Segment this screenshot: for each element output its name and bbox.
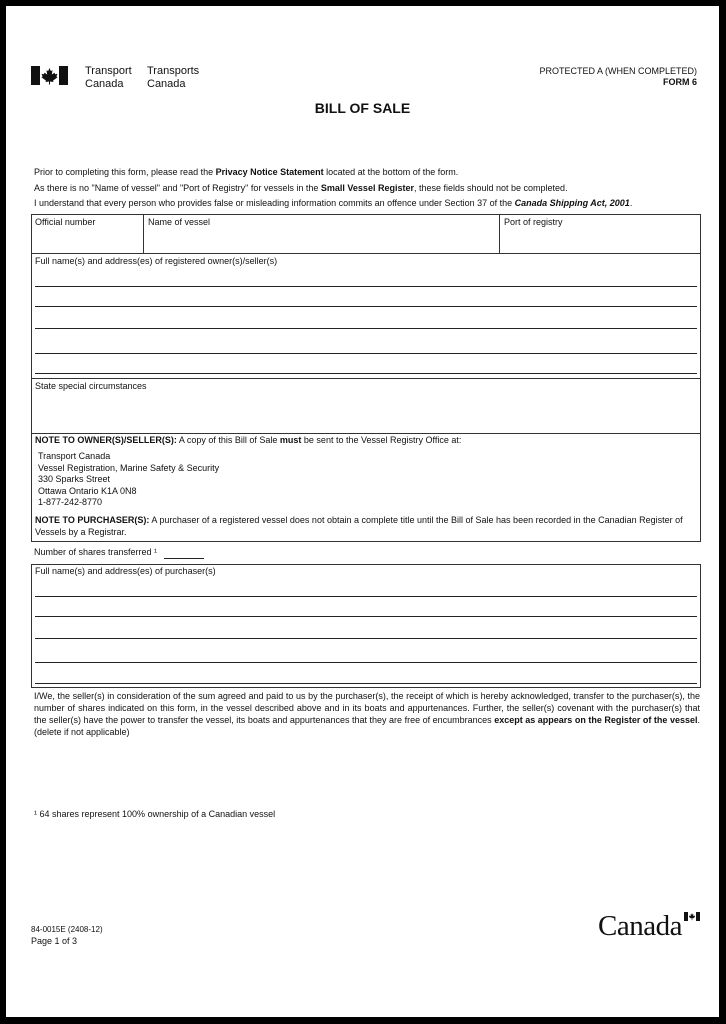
form-number: FORM 6 (662, 77, 697, 87)
department-name-en: Transport Canada (85, 65, 132, 90)
intro-line-3: I understand that every person who provides false or misleading information commits an offence under Section 37 of the Canada Shipping Act, 2001. (34, 198, 633, 208)
port-of-registry-label: Port of registry (504, 217, 563, 227)
special-circumstances-field[interactable] (33, 393, 699, 431)
owners-field[interactable] (33, 268, 699, 376)
intro-line-1: Prior to completing this form, please read the Privacy Notice Statement located at the bottom of the form. (34, 167, 459, 177)
shares-footnote: ¹ 64 shares represent 100% ownership of a Canadian vessel (34, 809, 276, 819)
page-number: Page 1 of 3 (31, 936, 78, 946)
registry-office-address: Transport Canada Vessel Registration, Marine Safety & Security 330 Sparks Street Ottawa Ontario K1A 0N8 1-877-242-8770 (38, 451, 220, 507)
protected-label: PROTECTED A (WHEN COMPLETED) (539, 66, 697, 76)
canada-flag-icon (31, 66, 68, 85)
note-to-purchaser: NOTE TO PURCHASER(S): A purchaser of a registered vessel does not obtain a complete title until the Bill of Sale has been recorded in the Canadian Register of Vessels by a Registrar. (35, 515, 683, 537)
intro-line-2: As there is no "Name of vessel" and "Port of Registry" for vessels in the Small Vessel Register, these fields should not be completed. (34, 183, 568, 193)
form-code: 84-0015E (2408-12) (31, 925, 103, 934)
seller-declaration: I/We, the seller(s) in consideration of the sum agreed and paid to us by the purchaser(s), the receipt of which is hereby acknowledged, transfer to the purchaser(s), the number of shares indicated on this form, in the vessel described above and in its boats and appurtenances. Further, the seller(s) covenant with the purchaser(s) that the seller(s) have the power to transfer the vessel, its boats and appurtenances that they are free of encumbrances except as appears on the Register of the vessel. (delete if not applicable) (34, 691, 700, 737)
shares-transferred-label: Number of shares transferred ¹ (34, 547, 158, 557)
special-circumstances-label: State special circumstances (35, 381, 147, 391)
department-name-fr: Transports Canada (147, 65, 200, 90)
vessel-name-label: Name of vessel (148, 217, 211, 227)
port-of-registry-field[interactable] (501, 228, 699, 251)
wordmark-flag-icon (684, 912, 700, 921)
form-page (6, 6, 719, 1017)
shares-transferred-field[interactable] (164, 546, 204, 559)
note-to-owner: NOTE TO OWNER(S)/SELLER(S): A copy of this Bill of Sale must be sent to the Vessel Registry Office at: (35, 435, 462, 445)
vessel-name-field[interactable] (145, 228, 497, 251)
official-number-label: Official number (35, 217, 96, 227)
page-title: BILL OF SALE (314, 100, 411, 116)
purchasers-label: Full name(s) and address(es) of purchaser(s) (35, 566, 216, 576)
canada-wordmark: Canada (598, 910, 682, 942)
owners-label: Full name(s) and address(es) of registered owner(s)/seller(s) (35, 256, 278, 266)
official-number-field[interactable] (33, 228, 141, 251)
purchasers-field[interactable] (33, 578, 699, 686)
